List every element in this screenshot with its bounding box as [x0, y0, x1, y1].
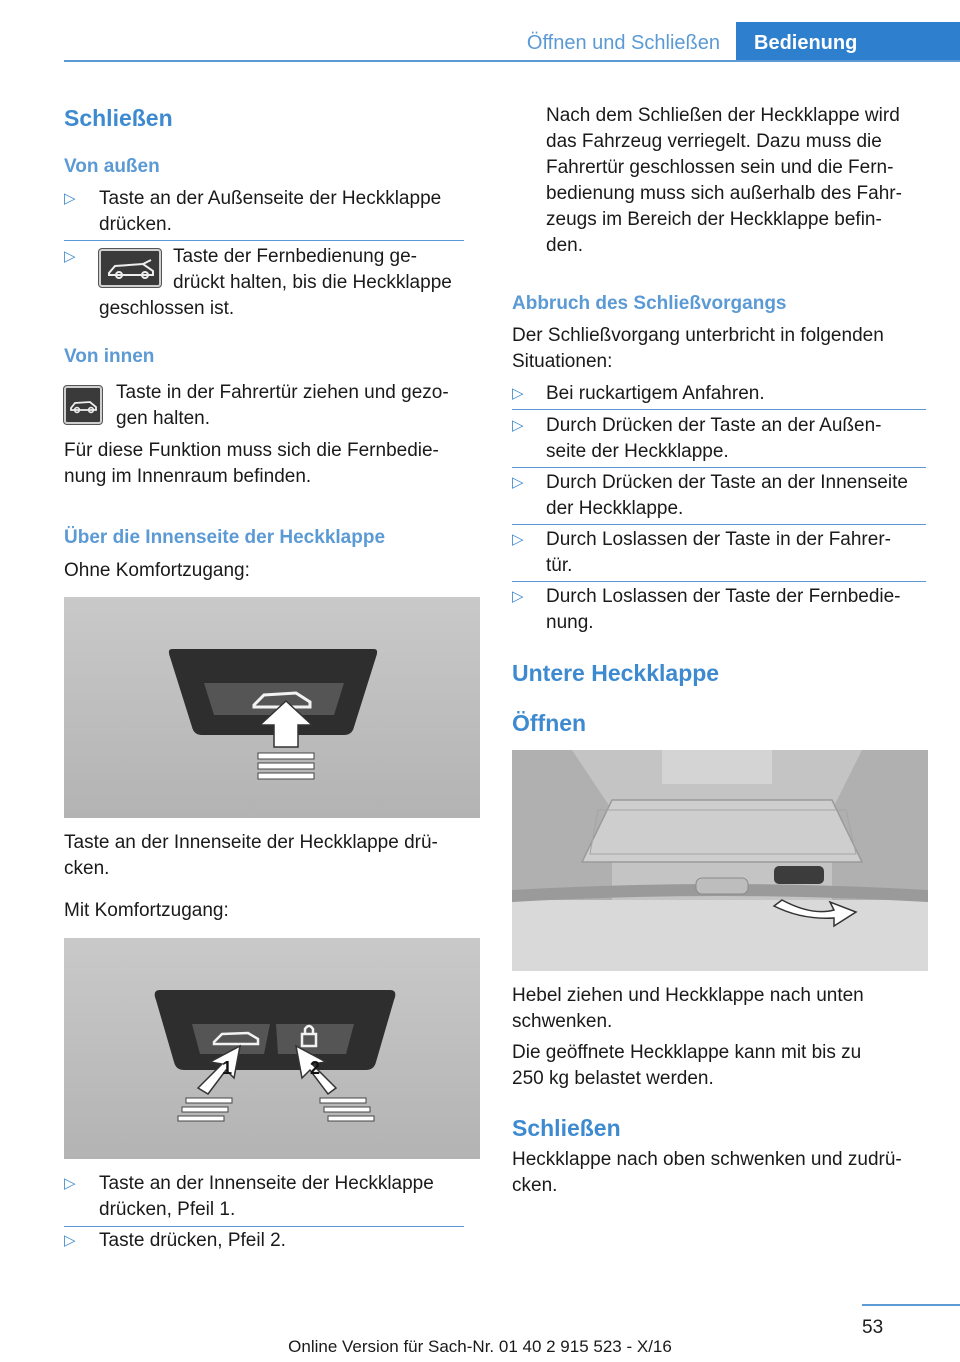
list-item-continued: geschlossen ist.: [99, 298, 235, 319]
footer-rule: [862, 1304, 960, 1306]
bullet-icon: ▷: [512, 474, 524, 491]
no-comfort-label: Ohne Komfortzugang:: [64, 560, 250, 581]
bullet-icon: ▷: [64, 248, 76, 265]
header-chapter-tab[interactable]: Bedienung: [736, 22, 960, 62]
inside-note: Für diese Funktion muss sich die Fernbedie- nung im Innenraum befinden.: [64, 440, 439, 487]
list-separator: [64, 1226, 464, 1227]
lower-tailgate-lever-photo: [512, 750, 928, 971]
photo1-caption: Taste an der Innenseite der Heckklappe drü- cken.: [64, 832, 438, 879]
open-caption: Hebel ziehen und Heckklappe nach unten schwenken.: [512, 985, 864, 1032]
arrow-label-2: 2: [310, 1058, 321, 1078]
arrow-label-1: 1: [222, 1058, 233, 1078]
bullet-icon: ▷: [512, 417, 524, 434]
list-item: Durch Loslassen der Taste in der Fahrer- tür.: [546, 529, 891, 576]
bullet-icon: ▷: [64, 190, 76, 207]
heading-close-lower: Schließen: [512, 1115, 621, 1141]
list-item: Durch Loslassen der Taste der Fernbedie- nung.: [546, 586, 901, 633]
subheading-abort: Abbruch des Schließvorgangs: [512, 293, 787, 314]
footer-version: Online Version für Sach-Nr. 01 40 2 915 523 - X/16: [288, 1337, 672, 1356]
list-item: Durch Drücken der Taste an der Innenseite der Heckklappe.: [546, 472, 908, 519]
list-separator: [512, 467, 926, 468]
list-separator: [64, 240, 464, 241]
subheading-outside: Von außen: [64, 156, 160, 177]
page-number: 53: [862, 1317, 884, 1338]
bullet-icon: ▷: [512, 531, 524, 548]
close-lock-note: Nach dem Schließen der Heckklappe wird das Fahrzeug verriegelt. Dazu muss die Fahrertür geschlossen sein und die Fern- bedienung muss sich außerhalb des Fahr- zeugs im Bereich der Heckklappe befin- den.: [546, 105, 902, 256]
header-section-title: Öffnen und Schließen: [526, 32, 720, 54]
heading-open: Öffnen: [512, 710, 587, 736]
tailgate-inner-buttons-comfort-photo: [64, 938, 480, 1159]
tailgate-inner-button-photo: [64, 597, 480, 818]
list-item: Bei ruckartigem Anfahren.: [546, 383, 765, 404]
list-separator: [512, 409, 926, 410]
subheading-tailgate-inner: Über die Innenseite der Heckklappe: [64, 527, 386, 548]
bullet-icon: ▷: [512, 385, 524, 402]
list-item: Taste drücken, Pfeil 2.: [99, 1230, 286, 1251]
with-comfort-label: Mit Komfortzugang:: [64, 900, 229, 921]
list-item: Durch Drücken der Taste an der Außen- seite der Heckklappe.: [546, 415, 882, 462]
header-rule: [64, 60, 960, 62]
bullet-icon: ▷: [64, 1232, 76, 1249]
load-note: Die geöffnete Heckklappe kann mit bis zu 250 kg belastet werden.: [512, 1042, 862, 1089]
remote-tailgate-button-icon: [99, 249, 161, 287]
section-heading-close: Schließen: [64, 105, 173, 131]
list-item: Taste an der Außenseite der Heckklappe drücken.: [99, 188, 442, 235]
list-separator: [512, 524, 926, 525]
driver-door-tailgate-button-icon: [64, 386, 102, 424]
close-lower-text: Heckklappe nach oben schwenken und zudrü- cken.: [512, 1149, 902, 1196]
subheading-inside: Von innen: [64, 346, 155, 367]
bullet-icon: ▷: [64, 1175, 76, 1192]
inside-text: Taste in der Fahrertür ziehen und gezo- gen halten.: [116, 382, 449, 429]
section-heading-lower-tailgate: Untere Heckklappe: [512, 660, 720, 686]
abort-intro: Der Schließvorgang unterbricht in folgenden Situationen:: [512, 325, 884, 372]
list-item: Taste an der Innenseite der Heckklappe drücken, Pfeil 1.: [99, 1173, 434, 1220]
list-separator: [512, 581, 926, 582]
bullet-icon: ▷: [512, 588, 524, 605]
list-item: Taste der Fernbedienung ge- drückt halten, bis die Heckklappe: [173, 246, 452, 293]
